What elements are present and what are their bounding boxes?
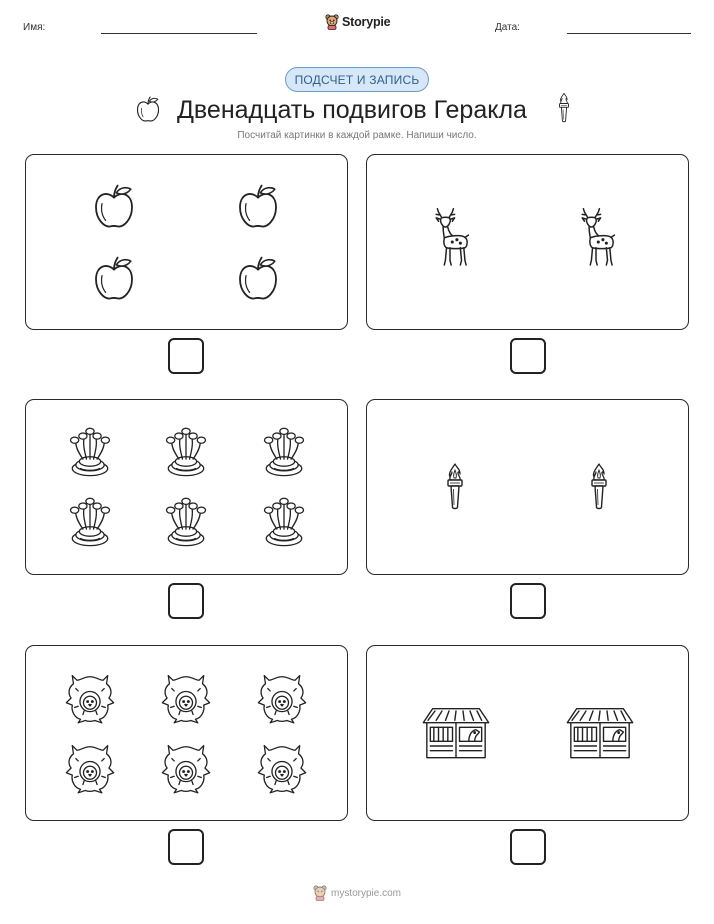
brand-name: Storypie [342,15,391,29]
apple-icon [134,93,162,125]
count-frame-torches [366,399,689,575]
hydra-icon [162,426,210,478]
bear-logo-icon [313,885,327,901]
lion-skin-icon [256,742,308,794]
count-frame-lion-skins [25,645,348,821]
name-label: Имя: [23,22,46,33]
date-field[interactable] [567,33,691,34]
answer-box[interactable] [168,338,204,374]
hydra-icon [162,496,210,548]
stable-icon [421,704,491,760]
apple-icon [90,179,138,233]
name-field[interactable] [101,33,257,34]
torch-icon [443,454,467,520]
hydra-icon [260,426,308,478]
answer-box[interactable] [510,829,546,865]
brand-logo [325,13,390,31]
footer [0,885,714,901]
instructions: Посчитай картинки в каждой рамке. Напиши число. [237,130,477,141]
count-frame-deer [366,154,689,330]
torch-icon [587,454,611,520]
lion-skin-icon [256,672,308,724]
deer-icon [573,207,619,277]
count-frame-apples [25,154,348,330]
date-label: Дата: [495,22,520,33]
footer-url: mystorypie.com [330,887,401,899]
torch-icon [556,92,572,124]
answer-box[interactable] [168,829,204,865]
answer-box[interactable] [168,583,204,619]
title-row [0,92,714,128]
apple-icon [90,251,138,305]
page-title: Двенадцать подвигов Геракла [177,96,527,124]
stable-icon [565,704,635,760]
hydra-icon [66,496,114,548]
lion-skin-icon [160,672,212,724]
hydra-icon [260,496,308,548]
deer-icon [427,207,473,277]
lion-skin-icon [160,742,212,794]
answer-box[interactable] [510,338,546,374]
lion-skin-icon [64,672,116,724]
apple-icon [234,251,282,305]
bear-logo-icon [325,14,339,30]
apple-icon [234,179,282,233]
count-frame-stables [366,645,689,821]
activity-badge: ПОДСЧЕТ И ЗАПИСЬ [285,67,429,92]
lion-skin-icon [64,742,116,794]
hydra-icon [66,426,114,478]
count-frame-hydras [25,399,348,575]
answer-box[interactable] [510,583,546,619]
